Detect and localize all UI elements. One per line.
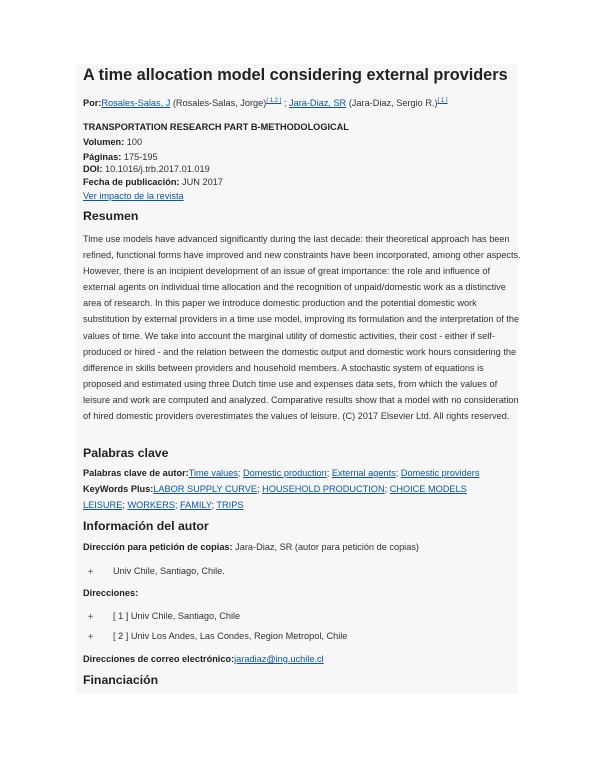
volume-line — [83, 137, 142, 147]
pubdate-value: JUN 2017 — [179, 177, 223, 187]
abstract-text: Time use models have advanced significantly during the last decade: their theoretical approach has been refined, functional forms have improved and new constraints have been incorporated, among other aspects. However, there is an incipient development of an issue of great importance: the role and influence of external agents on individual time allocation and the recognition of unpaid/domestic work as a distinctive area of research. In this paper we introduce domestic production and the potential domestic work substitution by external providers in a time use model, improving its formulation and the interpretation of the values of time. We take into account the marginal utility of domestic activities, their cost - either if self-produced or hired - and the relation between the domestic output and domestic work hours considering the difference in skills between providers and household members. A stochastic system of equations is proposed and estimated using three Dutch time use and expenses data sets, from which the values of leisure and work are computed and analyzed. Comparative results show that a model with no consideration of hired domestic providers overestimates the values of leisure. (C) 2017 Elsevier Ltd. All rights reserved. — [83, 234, 521, 422]
author-separator: ; — [281, 98, 289, 108]
abstract-heading: Resumen — [83, 209, 139, 223]
addresses-label: Direcciones: — [83, 588, 139, 598]
keywords-plus-label: KeyWords Plus: — [83, 484, 154, 494]
author-link-1[interactable]: Rosales-Salas, J — [101, 98, 171, 108]
journal-name: TRANSPORTATION RESEARCH PART B-METHODOLOGICAL — [83, 122, 349, 132]
address-item: [ 2 ] Univ Los Andes, Las Condes, Region Metropol, Chile — [113, 631, 348, 641]
keywords-plus: KeyWords Plus:LABOR SUPPLY CURVE; HOUSEHOLD PRODUCTION; CHOICE MODELS — [83, 484, 467, 494]
author-ref-1[interactable]: [ 1,2 ] — [266, 97, 282, 104]
by-label: Por: — [83, 98, 102, 108]
reprint-value: Jara-Diaz, SR (autor para petición de copias) — [232, 542, 419, 552]
keywords-plus-cont: LEISURE; WORKERS; FAMILY; TRIPS — [83, 500, 244, 510]
keyword-link[interactable]: Time values — [188, 468, 238, 478]
doi-value: 10.1016/j.trb.2017.01.019 — [102, 164, 210, 174]
doi-label: DOI: — [83, 164, 103, 174]
author-full-2: (Jara-Diaz, Sergio R.) — [346, 98, 438, 108]
article-title: A time allocation model considering external providers — [83, 66, 508, 84]
pages-value: 175-195 — [121, 152, 158, 162]
keyword-link[interactable]: Domestic production — [243, 468, 327, 478]
authors-line — [83, 98, 448, 108]
author-link-2[interactable]: Jara-Diaz, SR — [289, 98, 347, 108]
pubdate-line — [83, 177, 223, 187]
reprint-address: Univ Chile, Santiago, Chile. — [113, 566, 225, 576]
keyword-plus-link[interactable]: CHOICE MODELS — [389, 484, 467, 494]
author-ref-2[interactable]: [ 1 ] — [437, 97, 448, 104]
keyword-plus-link[interactable]: LABOR SUPPLY CURVE — [153, 484, 257, 494]
author-full-1: (Rosales-Salas, Jorge) — [170, 98, 267, 108]
volume-label: Volumen: — [83, 137, 125, 147]
pages-line — [83, 152, 158, 162]
pages-label: Páginas: — [83, 152, 122, 162]
keyword-link[interactable]: External agents — [331, 468, 396, 478]
volume-value: 100 — [124, 137, 143, 147]
keyword-plus-link[interactable]: FAMILY — [180, 500, 212, 510]
expand-icon[interactable]: + — [87, 567, 94, 578]
expand-icon[interactable]: + — [87, 632, 94, 643]
pubdate-label: Fecha de publicación: — [83, 177, 180, 187]
author-keywords: Palabras clave de autor:Time values; Domestic production; External agents; Domestic providers — [83, 468, 480, 478]
reprint-label: Dirección para petición de copias: — [83, 542, 233, 552]
address-item: [ 1 ] Univ Chile, Santiago, Chile — [113, 611, 241, 621]
author-info-heading: Información del autor — [83, 519, 209, 533]
keyword-plus-link[interactable]: HOUSEHOLD PRODUCTION — [262, 484, 385, 494]
keyword-link[interactable]: Domestic providers — [400, 468, 480, 478]
keyword-plus-link[interactable]: WORKERS — [127, 500, 175, 510]
keyword-plus-link[interactable]: TRIPS — [216, 500, 244, 510]
email-line — [83, 654, 324, 664]
doi-line — [83, 164, 210, 174]
email-label: Direcciones de correo electrónico: — [83, 654, 235, 664]
email-link[interactable]: jaradiaz@ing.uchile.cl — [234, 654, 324, 664]
funding-heading: Financiación — [83, 673, 159, 687]
expand-icon[interactable]: + — [87, 612, 94, 623]
keywords-heading: Palabras clave — [83, 446, 169, 460]
reprint-line — [83, 542, 419, 552]
author-keywords-label: Palabras clave de autor: — [83, 468, 189, 478]
journal-impact-link[interactable]: Ver impacto de la revista — [83, 191, 184, 201]
keyword-plus-link[interactable]: LEISURE — [83, 500, 123, 510]
